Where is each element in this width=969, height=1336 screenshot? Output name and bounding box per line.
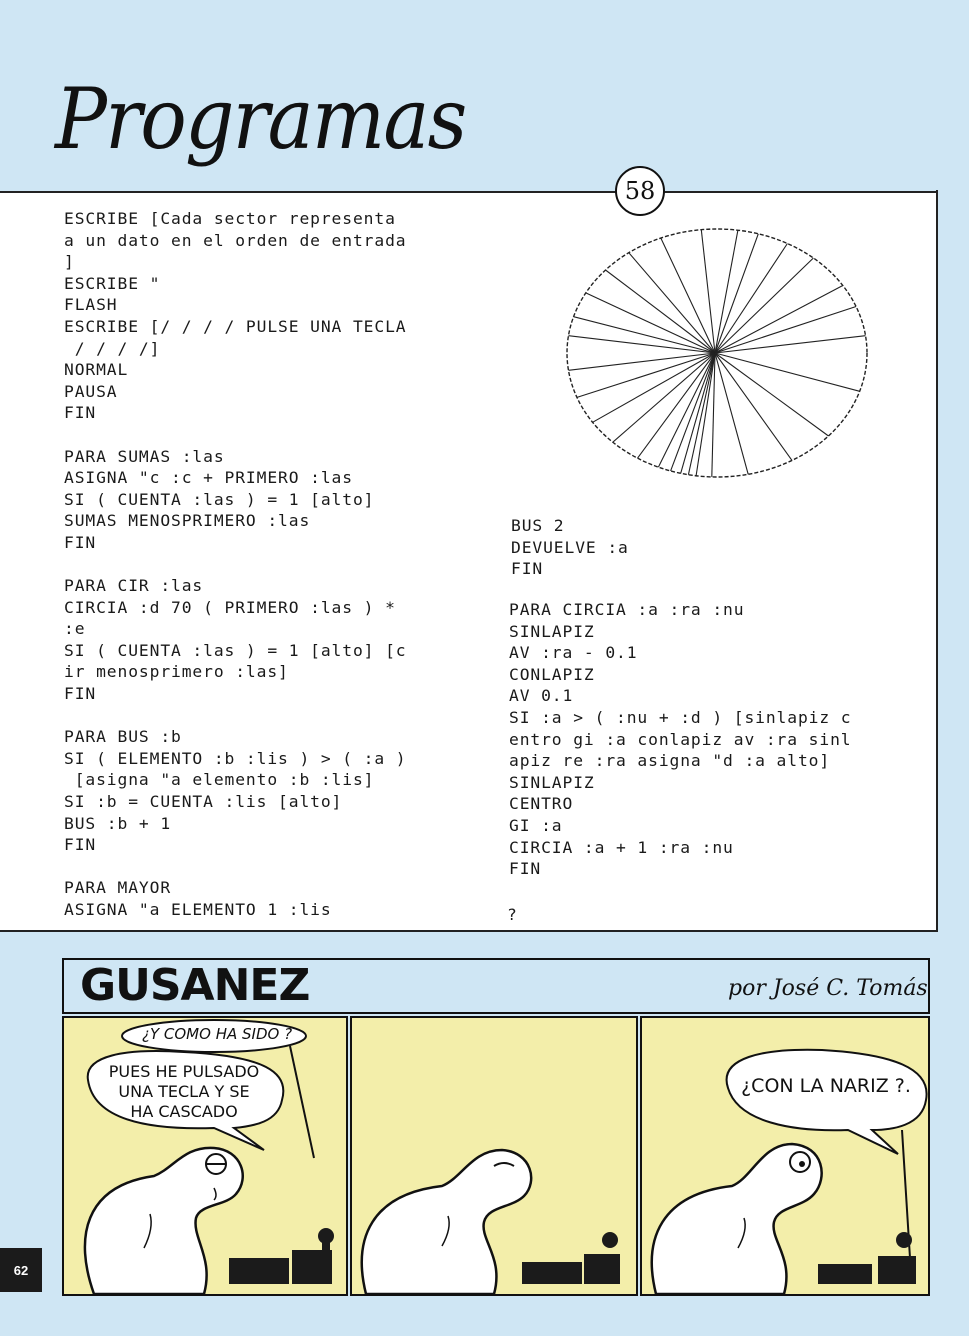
- code-line: PARA BUS :b: [64, 727, 182, 747]
- pie-spoke: [715, 336, 866, 353]
- comic-credit: por José C. Tomás: [728, 976, 928, 1001]
- code-line: ESCRIBE ": [64, 273, 161, 293]
- code-line: [64, 424, 406, 446]
- code-line: CIRCIA :d 70 ( PRIMERO :las ) *: [64, 597, 396, 617]
- code-line: SI ( CUENTA :las ) = 1 [alto]: [64, 489, 375, 509]
- pie-chart-output: [560, 225, 880, 495]
- pie-spoke: [629, 253, 715, 353]
- code-line: DEVUELVE :a: [511, 537, 629, 557]
- code-line: [64, 705, 406, 727]
- code-line: FIN: [64, 403, 97, 423]
- code-line: SI :b = CUENTA :lis [alto]: [64, 792, 343, 812]
- comic-panel-1: [62, 1016, 348, 1296]
- code-line: GI :a: [509, 815, 563, 835]
- code-line: apiz re :ra asigna "d :a alto]: [509, 751, 831, 771]
- code-line: ]: [64, 252, 75, 272]
- comic-panel-2: [350, 1016, 638, 1296]
- panel-1-main-bubble-text: PUES HE PULSADO UNA TECLA Y SE HA CASCADO: [108, 1062, 260, 1121]
- pie-spoke: [586, 293, 715, 353]
- panel-3-drawing: [642, 1018, 928, 1294]
- panel-3-bubble-text: ¿CON LA NARIZ ?.: [741, 1075, 911, 1097]
- code-line: AV :ra - 0.1: [509, 643, 638, 663]
- code-line: ir menosprimero :las]: [64, 662, 289, 682]
- code-line: BUS :b + 1: [64, 813, 172, 833]
- comic-panel-3: [640, 1016, 930, 1296]
- title-rule: [0, 191, 938, 193]
- code-line: ?: [507, 905, 518, 924]
- code-line: ESCRIBE [Cada sector representa: [64, 209, 396, 228]
- code-line: PARA CIR :las: [64, 576, 204, 596]
- code-line: PAUSA: [64, 381, 118, 401]
- code-line: FIN: [64, 684, 97, 704]
- pie-spoke: [569, 353, 716, 370]
- pie-spoke: [701, 230, 715, 353]
- panel-1-top-bubble-text: ¿Y COMO HA SIDO ?: [142, 1025, 293, 1043]
- pie-spokes: [569, 230, 866, 477]
- code-line: entro gi :a conlapiz av :ra sinl: [509, 729, 852, 749]
- code-listing-right-bus: [511, 515, 629, 580]
- code-line: ASIGNA "c :c + PRIMERO :las: [64, 468, 353, 488]
- pie-spoke: [593, 353, 715, 422]
- program-number-badge: 58: [615, 166, 665, 216]
- code-line: [asigna "a elemento :b :lis]: [64, 770, 375, 790]
- code-line: CIRCIA :a + 1 :ra :nu: [509, 837, 734, 857]
- code-line: SI ( CUENTA :las ) = 1 [alto] [c: [64, 640, 407, 660]
- code-line: SINLAPIZ: [509, 621, 595, 641]
- code-line: FIN: [64, 835, 97, 855]
- code-listing-right-prompt: [507, 904, 518, 926]
- pie-spoke: [577, 353, 715, 397]
- code-line: PARA MAYOR: [64, 878, 172, 898]
- code-listing-left: [64, 208, 406, 921]
- right-blue-band: [938, 192, 969, 932]
- code-line: SUMAS MENOSPRIMERO :las: [64, 511, 311, 531]
- code-line: CONLAPIZ: [509, 664, 595, 684]
- code-line: [64, 856, 406, 878]
- pie-spoke: [715, 244, 787, 354]
- pie-spoke: [715, 353, 748, 474]
- pie-spoke: [574, 317, 715, 353]
- pie-spoke: [715, 353, 792, 460]
- pie-spoke: [715, 353, 860, 391]
- page-title: Programas: [55, 70, 466, 168]
- code-line: PARA CIRCIA :a :ra :nu: [509, 600, 745, 619]
- pie-spoke: [661, 238, 715, 353]
- comic-title: GUSANEZ: [80, 960, 310, 1011]
- pie-spoke: [569, 336, 716, 353]
- pie-spoke: [681, 353, 715, 473]
- code-line: SINLAPIZ: [509, 772, 595, 792]
- pie-spoke: [715, 286, 843, 354]
- code-listing-right-circia: [509, 599, 851, 880]
- code-line: BUS 2: [511, 516, 565, 535]
- code-line: ASIGNA "a ELEMENTO 1 :lis: [64, 900, 332, 919]
- pie-spoke: [715, 234, 758, 353]
- panel-2-drawing: [352, 1018, 636, 1294]
- code-line: PARA SUMAS :las: [64, 446, 225, 466]
- code-line: FIN: [509, 859, 542, 879]
- pie-spoke: [715, 353, 829, 436]
- code-line: SI ( ELEMENTO :b :lis ) > ( :a ): [64, 748, 407, 768]
- code-line: FLASH: [64, 295, 118, 315]
- code-line: AV 0.1: [509, 686, 574, 706]
- code-line: a un dato en el orden de entrada: [64, 230, 407, 250]
- pie-spoke: [613, 353, 715, 442]
- code-line: NORMAL: [64, 360, 129, 380]
- pie-spoke: [606, 270, 716, 353]
- code-line: [64, 554, 406, 576]
- right-rule: [936, 190, 938, 932]
- panel-1-drawing: [64, 1018, 346, 1294]
- code-line: FIN: [511, 559, 544, 579]
- page-number: 62: [0, 1248, 42, 1292]
- code-line: CENTRO: [509, 794, 574, 814]
- code-line: FIN: [64, 532, 97, 552]
- pie-spoke: [715, 307, 856, 354]
- code-line: / / / /]: [64, 338, 161, 358]
- bottom-rule: [0, 930, 938, 932]
- code-line: SI :a > ( :nu + :d ) [sinlapiz c: [509, 707, 852, 727]
- code-line: :e: [64, 619, 86, 639]
- code-line: ESCRIBE [/ / / / PULSE UNA TECLA: [64, 316, 407, 336]
